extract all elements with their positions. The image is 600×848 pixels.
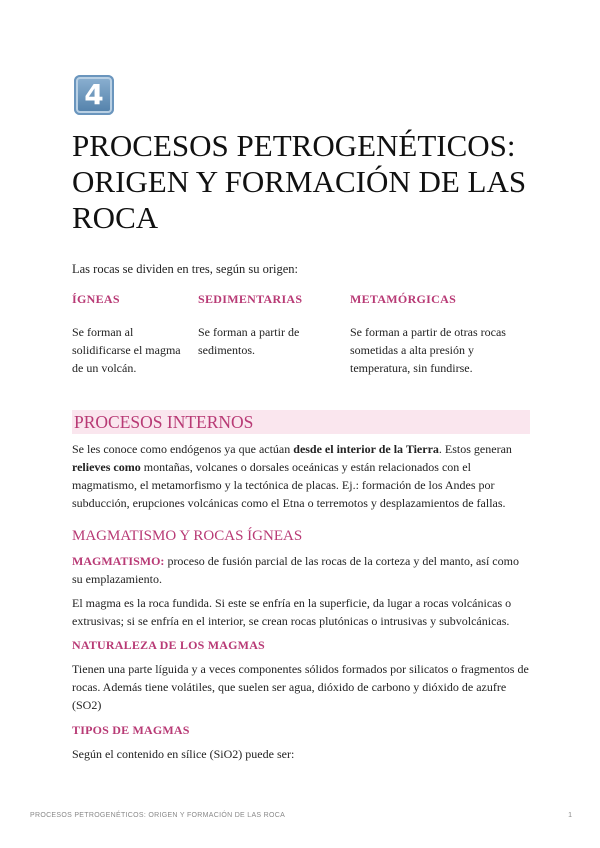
text-span: Se les conoce como endógenos ya que actúan [72, 442, 294, 456]
rock-type-igneous [72, 292, 182, 377]
rock-type-description: Se forman a partir de sedimentos. [198, 325, 300, 357]
rock-type-heading: SEDIMENTARIAS [198, 292, 303, 306]
bold-text: relieves como [72, 460, 141, 474]
rock-type-description: Se forman a partir de otras rocas sometidas a alta presión y temperatura, sin fundirse. [350, 325, 506, 375]
rock-type-heading: METAMÓRGICAS [350, 292, 457, 306]
page-number: 1 [568, 812, 572, 819]
rock-type-description: Se forman al solidificarse el magma de un volcán. [72, 325, 181, 375]
heading-types-of-magmas: TIPOS DE MAGMAS [72, 723, 190, 737]
bold-text: desde el interior de la Tierra [293, 442, 439, 456]
magma-paragraph: El magma es la roca fundida. Si este se enfría en la superficie, da lugar a rocas volcánicas o extrusivas; si se enfría en el interior, se crean rocas plutónicas o intrusivas y subvolcánicas. [72, 596, 512, 628]
text-span: proceso de fusión parcial de las rocas de la corteza y del manto, así como su emplazamiento. [72, 554, 519, 586]
chapter-number-badge: 4 [74, 75, 114, 115]
intro-text: Las rocas se dividen en tres, según su origen: [72, 262, 298, 276]
rock-type-metamorphic [350, 292, 535, 377]
section-heading-internal: PROCESOS INTERNOS [72, 410, 530, 434]
text-span: . Estos generan [438, 442, 512, 456]
nature-paragraph: Tienen una parte líguida y a veces componentes sólidos formados por silicatos o fragmentos de rocas. Además tiene volátiles, que suelen ser agua, dióxido de carbono y dióxido de azufre (SO2) [72, 662, 529, 712]
page-footer: PROCESOS PETROGENÉTICOS: ORIGEN Y FORMACIÓN DE LAS ROCA [30, 812, 286, 819]
rock-type-heading: ÍGNEAS [72, 292, 120, 306]
magmatism-definition [72, 552, 532, 588]
heading-magmatism: MAGMATISMO Y ROCAS ÍGNEAS [72, 528, 303, 544]
definition-label: MAGMATISMO: [72, 554, 165, 568]
heading-nature-of-magmas: NATURALEZA DE LOS MAGMAS [72, 638, 265, 652]
text-span: montañas, volcanes o dorsales oceánicas y están relacionados con el magmatismo, el metamorfismo y la tectónica de placas. Ej.: formación de los Andes por subducción, erupciones volcánicas como el Etna o terremotos y desplazamientos de fallas. [72, 460, 506, 510]
page-title: PROCESOS PETROGENÉTICOS: ORIGEN Y FORMACIÓN DE LAS ROCA [72, 128, 527, 235]
types-paragraph: Según el contenido en sílice (SiO2) puede ser: [72, 747, 295, 761]
internal-processes-text [72, 440, 532, 512]
rock-type-sedimentary [198, 292, 328, 359]
